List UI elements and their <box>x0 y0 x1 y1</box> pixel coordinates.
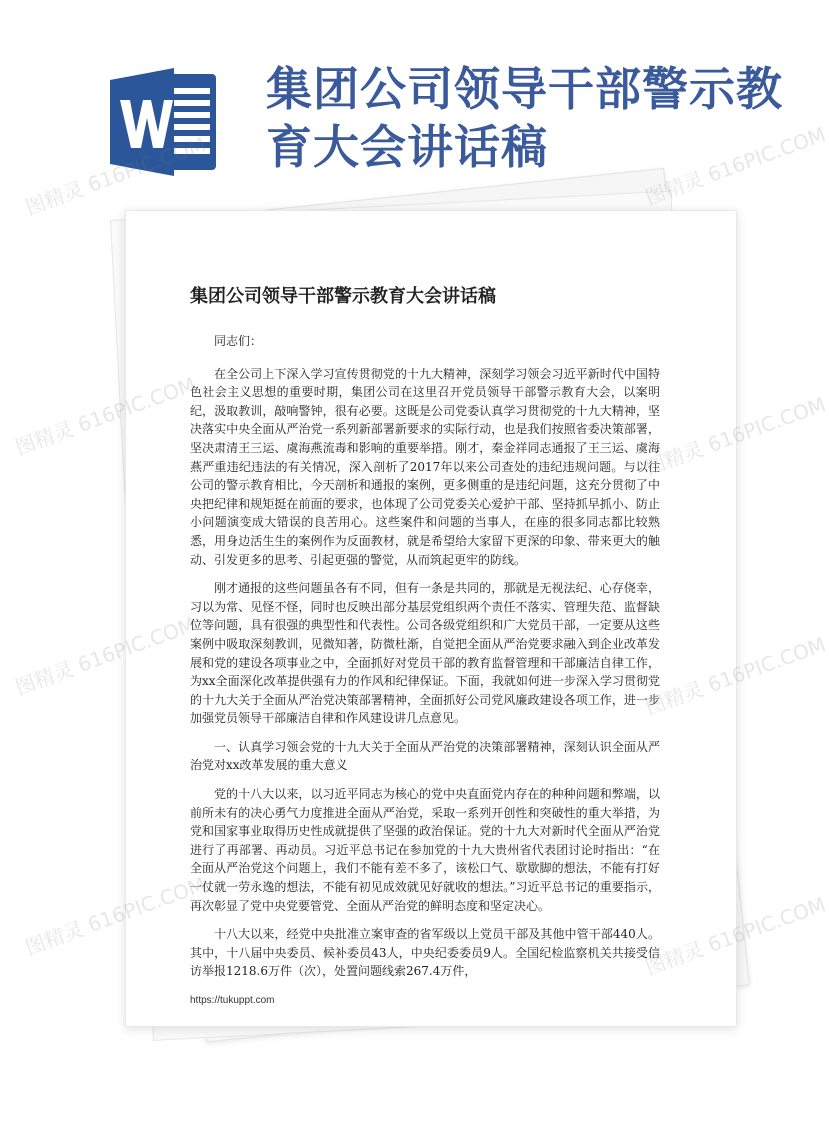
footer-url: https://tukuppt.com <box>190 995 275 1006</box>
watermark: 图精灵 616PIC.COM <box>642 122 829 210</box>
document-title: 集团公司领导干部警示教育大会讲话稿 <box>190 286 496 307</box>
watermark: 图精灵 616PIC.COM <box>12 372 199 460</box>
watermark: 616PIC.COM <box>704 632 829 697</box>
paragraph: 在全公司上下深入学习宣传贯彻党的十九大精神，深刻学习领会习近平新时代中国特色社会主义思想的重要时期，集团公司在这里召开党员领导干部警示教育大会，以案明纪，汲取教训，敲响警钟，很有必要。这既是公司党委认真学习贯彻党的十九大精神，坚决落实中央全面从严治党一系列新部署新要求的实际行动，也是我们按照省委决策部署，坚决肃清王三运、虞海燕流毒和影响的重要举措。刚才，秦金祥同志通报了王三运、虞海燕严重违纪违法的有关情况，深入剖析了2017年以来公司查处的违纪违规问题。与以往公司的警示教育相比，今天剖析和通报的案例，更多侧重的是违纪问题，这充分贯彻了中央把纪律和规矩挺在前面的要求，也体现了公司党委关心爱护干部、坚持抓早抓小、防止小问题演变成大错误的良苦用心。这些案件和问题的当事人，在座的很多同志都比较熟悉，用身边活生生的案例作为反面教材，就是希望给大家留下更深的印象、带来更大的触动、引发更多的思考、引起更强的警觉，从而筑起更牢的防线。 <box>190 366 660 567</box>
paragraph: 刚才通报的这些问题虽各有不同，但有一条是共同的，那就是无视法纪、心存侥幸，习以为常、见怪不怪，同时也反映出部分基层党组织两个责任不落实、管理失范、监督缺位等问题，具有很强的典型性和代表性。公司各级党组织和广大党员干部，一定要从这些案例中吸取深刻教训，见微知著，防微杜渐，自觉把全面从严治党要求融入到企业改革发展和党的建设各项事业之中，全面抓好对党员干部的教育监督管理和干部廉洁自律工作，为xx全面深化改革提供强有力的作风和纪律保证。下面，我就如何进一步深入学习贯彻党的十九大关于全面从严治党决策部署精神，全面抓好公司党风廉政建设各项工作，进一步加强党员领导干部廉洁自律和作风建设讲几点意见。 <box>190 581 660 726</box>
document-body <box>190 282 660 991</box>
section-heading: 一、认真学习领会党的十九大关于全面从严治党的决策部署精神，深刻认识全面从严治党对xx改革发展的重大意义 <box>190 739 660 773</box>
watermark: 图精灵 616PIC.COM <box>12 612 199 700</box>
word-document-icon <box>110 66 220 178</box>
paragraph: 党的十八大以来，以习近平同志为核心的党中央直面党内存在的种种问题和弊端，以前所未有的决心勇气力度推进全面从严治党，采取一系列开创性和突破性的重大举措，为党和国家事业取得历史性成就提供了坚强的政治保证。党的十九大对新时代全面从严治党进行了再部署、再动员。习近平总书记在参加党的十九大贵州省代表团讨论时指出：“在全面从严治党这个问题上，我们不能有差不多了，该松口气、歇歇脚的想法，不能有打好一仗就一劳永逸的想法，不能有初见成效就见好就收的想法。”习近平总书记的重要指示，再次彰显了党中央党要管党、全面从严治党的鲜明态度和坚定决心。 <box>190 787 660 913</box>
banner-title: 集团公司领导干部警示教育大会讲话稿 <box>266 62 783 174</box>
watermark: 图精灵 616PIC.COM <box>22 132 209 220</box>
watermark: 616PIC.COM <box>704 392 829 457</box>
watermark: 616PIC.COM <box>704 892 829 957</box>
paragraph: 十八大以来，经党中央批准立案审查的省军级以上党员干部及其他中管干部440人。其中，十八届中央委员、候补委员43人，中央纪委委员9人。全国纪检监察机关共接受信访举报1218.6万件（次），处置问题线索267.4万件， <box>190 927 660 979</box>
salutation: 同志们： <box>214 334 263 348</box>
watermark: 图精灵 616PIC.COM <box>22 872 209 960</box>
